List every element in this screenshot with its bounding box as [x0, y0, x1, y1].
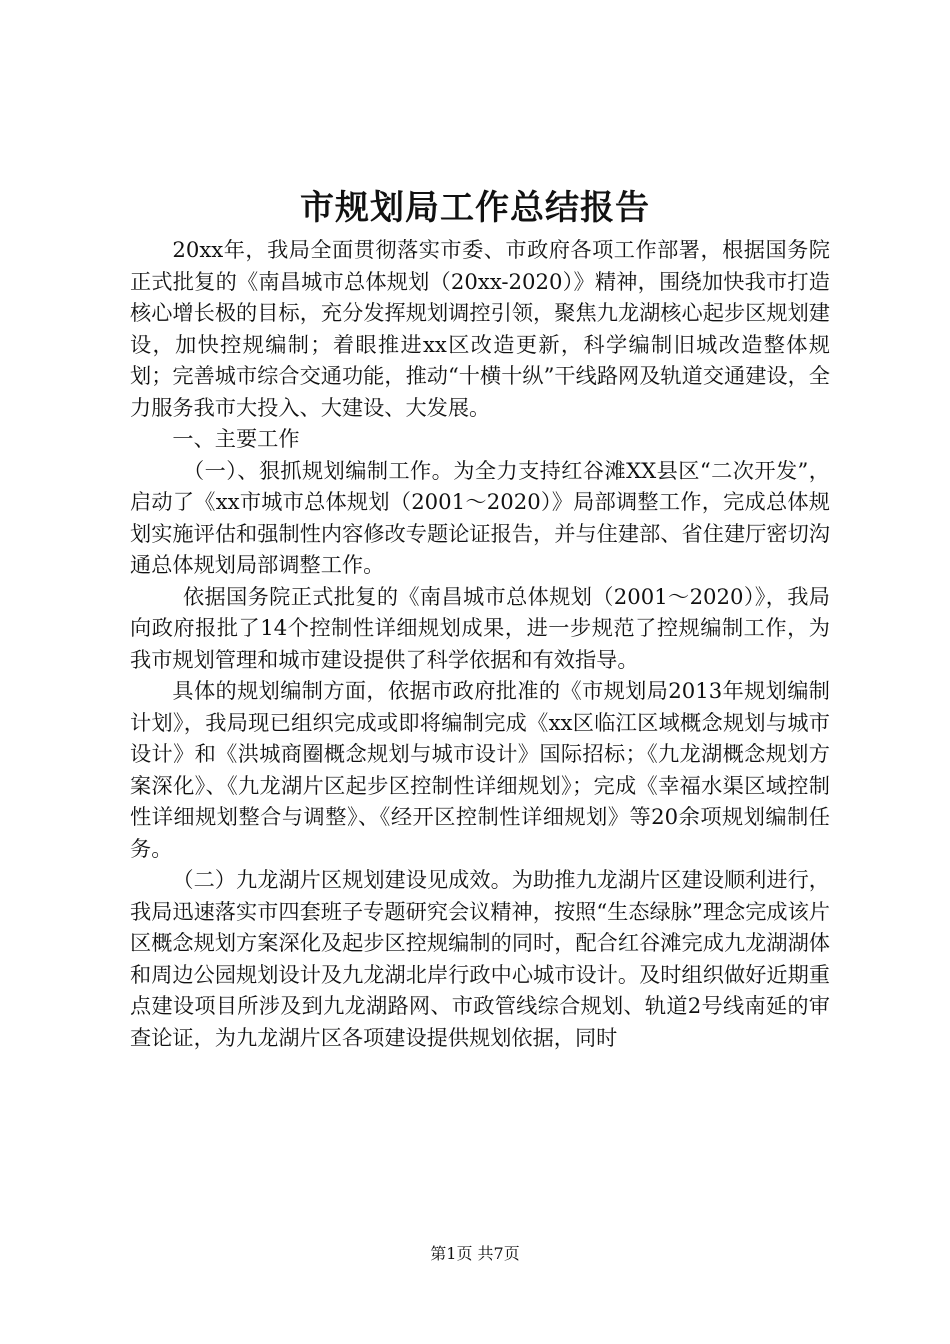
- page-footer: 第1页 共7页: [430, 1244, 520, 1263]
- paragraph-regulatory-plans: 依据国务院正式批复的《南昌城市总体规划（2001～2020）》，我局向政府报批了14个控制性详细规划成果，进一步规范了控规编制工作，为我市规划管理和城市建设提供了科学依据和有效指导。: [130, 583, 830, 672]
- document-body: [130, 234, 830, 1053]
- paragraph-intro: 20xx年，我局全面贯彻落实市委、市政府各项工作部署，根据国务院正式批复的《南昌城市总体规划（20xx-2020）》精神，围绕加快我市打造核心增长极的目标，充分发挥规划调控引领，聚焦九龙湖核心起步区规划建设，加快控规编制；着眼推进xx区改造更新，科学编制旧城改造整体规划；完善城市综合交通功能，推动“十横十纵”干线路网及轨道交通建设，全力服务我市大投入、大建设、大发展。: [130, 237, 830, 420]
- section-heading-main-work: 一、主要工作: [172, 426, 300, 451]
- paragraph-planning-work: （一）、狠抓规划编制工作。为全力支持红谷滩XX县区“二次开发”，启动了《xx市城市总体规划（2001～2020）》局部调整工作，完成总体规划实施评估和强制性内容修改专题论证报告，并与住建部、省住建厅密切沟通总体规划局部调整工作。: [130, 457, 830, 577]
- paragraph-planning-details: 具体的规划编制方面，依据市政府批准的《市规划局2013年规划编制计划》，我局现已组织完成或即将编制完成《xx区临江区域概念规划与城市设计》和《洪城商圈概念规划与城市设计》国际招标；《九龙湖概念规划方案深化》、《九龙湖片区起步区控制性详细规划》；完成《幸福水渠区域控制性详细规划整合与调整》、《经开区控制性详细规划》等20余项规划编制任务。: [130, 678, 830, 861]
- paragraph-jiulonghu: （二）九龙湖片区规划建设见成效。为助推九龙湖片区建设顺利进行，我局迅速落实市四套班子专题研究会议精神，按照“生态绿脉”理念完成该片区概念规划方案深化及起步区控规编制的同时，配合红谷滩完成九龙湖湖体和周边公园规划设计及九龙湖北岸行政中心城市设计。及时组织做好近期重点建设项目所涉及到九龙湖路网、市政管线综合规划、轨道2号线南延的审查论证，为九龙湖片区各项建设提供规划依据，同时: [130, 867, 830, 1050]
- document-title: 市规划局工作总结报告: [300, 188, 650, 228]
